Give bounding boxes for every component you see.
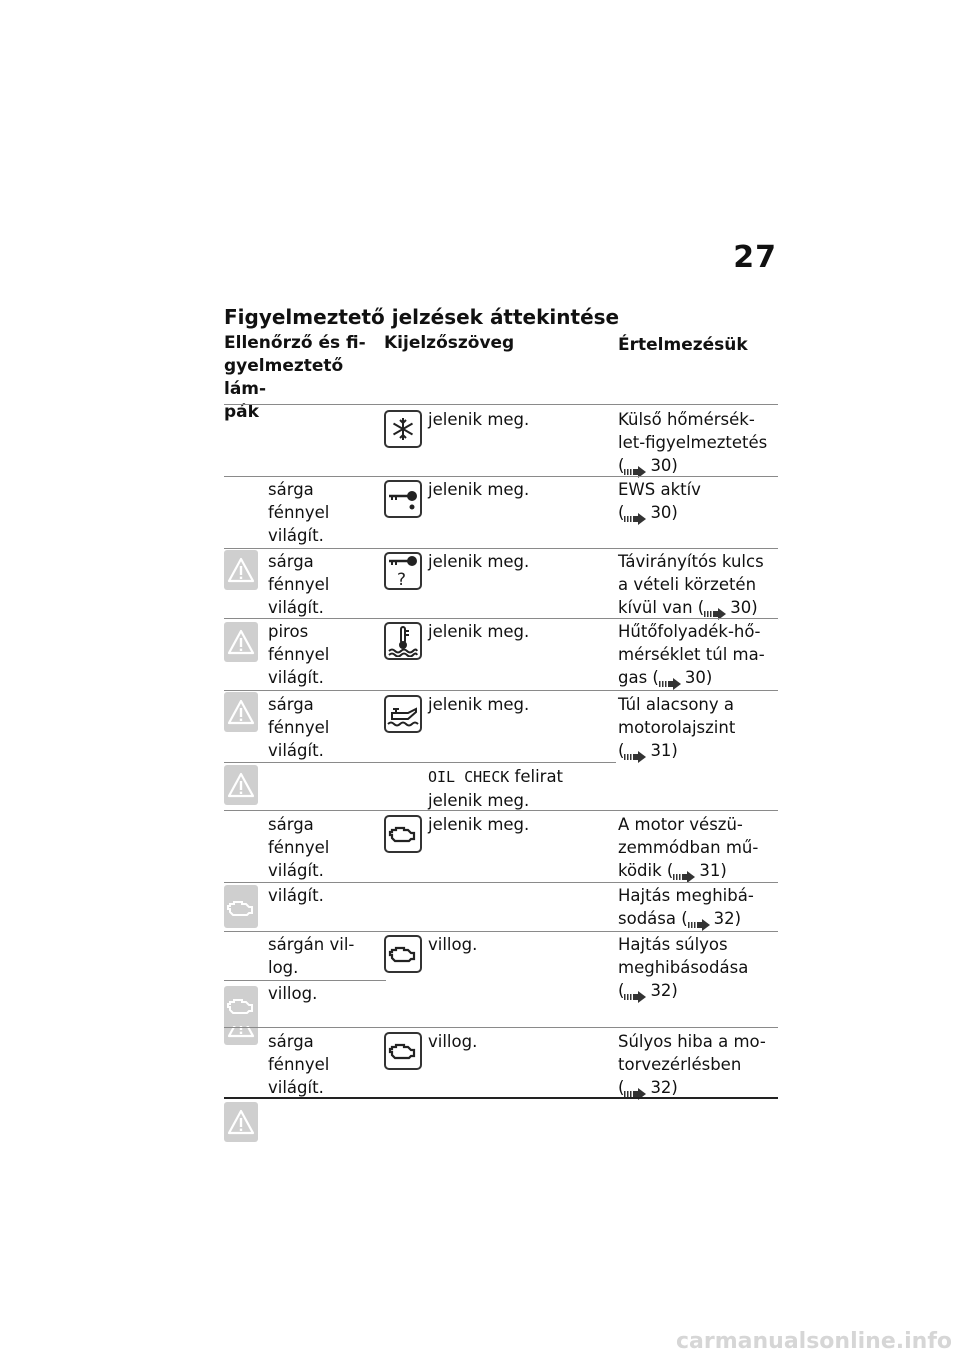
key-icon xyxy=(384,480,422,518)
lamp-state-text: sárga fénnyel világít. xyxy=(268,815,330,880)
reference-arrow-icon xyxy=(659,673,681,685)
reference-arrow-icon xyxy=(704,603,726,615)
reference-arrow-icon xyxy=(624,508,646,520)
display-text: jelenik meg. xyxy=(428,410,530,429)
table-rule xyxy=(224,810,778,811)
meaning-text: A motor vészü- zemmódban mű- ködik ( 31) xyxy=(618,813,778,882)
table-rule xyxy=(224,548,778,549)
display-text: jelenik meg. xyxy=(428,695,530,714)
table-rule xyxy=(224,404,778,405)
watermark: carmanualsonline.info xyxy=(676,1329,952,1354)
table-bottom-rule xyxy=(224,1097,778,1099)
warning-triangle-icon xyxy=(224,765,258,805)
table-rule xyxy=(224,931,778,932)
meaning-text: Hűtőfolyadék-hő- mérséklet túl ma- gas ( 30) xyxy=(618,620,778,689)
display-text: jelenik meg. xyxy=(428,480,530,499)
page-number: 27 xyxy=(733,240,777,275)
header-meaning: Értelmezésük xyxy=(618,335,748,355)
table-rule xyxy=(224,1027,778,1028)
lamp-state-text: villog. xyxy=(268,984,318,1003)
engine-icon xyxy=(384,935,422,973)
header-display-text: Kijelzőszöveg xyxy=(384,333,515,353)
table-rule xyxy=(224,476,778,477)
display-text-rest: felirat jelenik meg. xyxy=(428,767,564,810)
warning-triangle-icon xyxy=(224,692,258,732)
engine-icon xyxy=(224,888,258,928)
meaning-text: Külső hőmérsék- let-figyelmeztetés ( 30) xyxy=(618,408,778,477)
meaning-text: EWS aktív ( 30) xyxy=(618,478,778,524)
page-reference[interactable]: ( 31) xyxy=(618,741,678,760)
meaning-text: Túl alacsony a motorolajszint ( 31) xyxy=(618,693,778,762)
page-reference[interactable]: ( 32) xyxy=(676,909,741,928)
page-reference[interactable]: ( 30) xyxy=(618,503,678,522)
section-title: Figyelmeztető jelzések áttekintése xyxy=(224,305,620,329)
page-reference[interactable]: ( 30) xyxy=(647,668,712,687)
coolant-temperature-icon xyxy=(384,622,422,660)
lamp-state-text: piros fénnyel világít. xyxy=(268,622,330,687)
table-rule xyxy=(224,980,386,981)
key-question-icon xyxy=(384,552,422,590)
warning-triangle-icon xyxy=(224,1102,258,1142)
page-reference[interactable]: ( 30) xyxy=(693,598,758,617)
reference-arrow-icon xyxy=(688,914,710,926)
display-text: villog. xyxy=(428,935,478,954)
page-reference[interactable]: ( 30) xyxy=(618,456,678,475)
table-rule xyxy=(224,690,778,691)
reference-arrow-icon xyxy=(673,866,695,878)
snowflake-icon xyxy=(384,410,422,448)
warning-triangle-icon xyxy=(224,622,258,662)
lamp-state-text: sárga fénnyel világít. xyxy=(268,480,330,545)
engine-icon xyxy=(384,815,422,853)
warning-triangle-icon xyxy=(224,550,258,590)
meaning-text: Hajtás súlyos meghibásodása ( 32) xyxy=(618,933,778,1002)
table-rule xyxy=(224,762,616,763)
page-reference[interactable]: ( 32) xyxy=(618,981,678,1000)
reference-arrow-icon xyxy=(624,461,646,473)
display-text: jelenik meg. xyxy=(428,552,530,571)
meaning-text: Távirányítós kulcs a vételi körzetén kívül van ( 30) xyxy=(618,550,778,619)
header-lamps: Ellenőrző és fi- gyelmeztető lám- pák xyxy=(224,333,366,422)
oil-can-icon xyxy=(384,695,422,733)
display-text: jelenik meg. xyxy=(428,622,530,641)
meaning-text: Súlyos hiba a mo- torvezérlésben ( 32) xyxy=(618,1030,778,1099)
engine-icon xyxy=(384,1032,422,1070)
svg-text:?: ? xyxy=(397,570,407,588)
engine-icon xyxy=(224,986,258,1026)
page-reference[interactable]: ( 31) xyxy=(662,861,727,880)
display-text: villog. xyxy=(428,1032,478,1051)
page-reference[interactable]: ( 32) xyxy=(618,1078,678,1097)
display-text xyxy=(428,765,608,812)
lamp-state-text: sárga fénnyel világít. xyxy=(268,552,330,617)
lamp-state-text: sárga fénnyel világít. xyxy=(268,1032,330,1097)
lamp-state-text: sárgán vil- log. xyxy=(268,935,355,977)
display-text: jelenik meg. xyxy=(428,815,530,834)
table-rule xyxy=(224,618,778,619)
lamp-state-text: világít. xyxy=(268,886,324,905)
table-rule xyxy=(224,882,778,883)
reference-arrow-icon xyxy=(624,986,646,998)
meaning-text: Hajtás meghibá- sodása ( 32) xyxy=(618,884,778,930)
display-code: OIL CHECK xyxy=(428,768,510,786)
lamp-state-text: sárga fénnyel világít. xyxy=(268,695,330,760)
reference-arrow-icon xyxy=(624,746,646,758)
reference-arrow-icon xyxy=(624,1083,646,1095)
